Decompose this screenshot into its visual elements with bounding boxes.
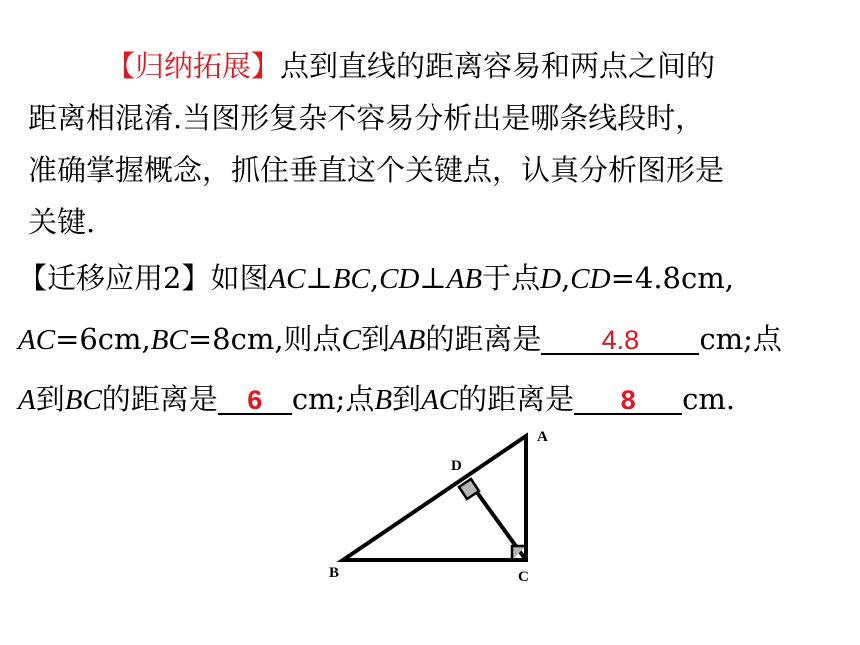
answer-3: 8 <box>620 385 636 415</box>
cd-length: =4.8cm, <box>610 261 734 295</box>
segment-ab: AB <box>389 324 426 356</box>
text-to: 到 <box>360 322 390 356</box>
segment-bc: BC <box>332 263 370 295</box>
answer-2: 6 <box>247 385 263 415</box>
point-b: B <box>374 384 393 416</box>
segment-cd: CD <box>379 263 420 295</box>
triangle-abc <box>343 436 526 560</box>
text-distance: 的距离是 <box>458 382 575 416</box>
text-distance: 的距离是 <box>101 382 218 416</box>
bc-length: =8cm,则点 <box>187 322 342 356</box>
segment-cd: CD <box>570 263 611 295</box>
answer-1: 4.8 <box>601 325 640 355</box>
comma: , <box>369 261 380 295</box>
unit-text: cm;点 <box>699 322 782 356</box>
text-to: 到 <box>35 382 65 416</box>
summary-text-2: 距离相混淆.当图形复杂不容易分析出是哪条线段时， <box>28 101 705 135</box>
problem-label: 【迁移应用2】如图 <box>18 261 269 295</box>
point-c: C <box>341 324 361 356</box>
segment-bc: BC <box>150 324 188 356</box>
label-a: A <box>537 429 548 445</box>
text-distance: 的距离是 <box>425 322 542 356</box>
perp-symbol: ⊥ <box>305 261 333 295</box>
segment-ab: AB <box>446 263 483 295</box>
summary-tag: 【归纳拓展】 <box>106 49 281 83</box>
label-c: C <box>518 569 529 585</box>
summary-text-1: 点到直线的距离容易和两点之间的 <box>280 49 716 83</box>
segment-ac: AC <box>421 384 459 416</box>
label-b: B <box>329 565 340 581</box>
unit-text: cm;点 <box>291 382 375 416</box>
ac-length: =6cm, <box>55 322 151 356</box>
segment-ac: AC <box>18 324 56 356</box>
summary-text-4: 关键. <box>28 205 96 239</box>
point-a: A <box>18 384 36 416</box>
text-to: 到 <box>392 382 422 416</box>
label-d: D <box>451 458 462 474</box>
text-foot: 于点 <box>482 261 541 295</box>
right-angle-mark-d <box>459 479 479 499</box>
summary-text-3: 准确掌握概念，抓住垂直这个关键点，认真分析图形是 <box>28 153 725 187</box>
point-d: D <box>540 263 562 295</box>
comma: , <box>561 261 571 295</box>
unit-text: cm. <box>682 382 736 416</box>
perp-symbol: ⊥ <box>419 261 447 295</box>
segment-bc: BC <box>64 384 102 416</box>
segment-ac: AC <box>268 263 306 295</box>
